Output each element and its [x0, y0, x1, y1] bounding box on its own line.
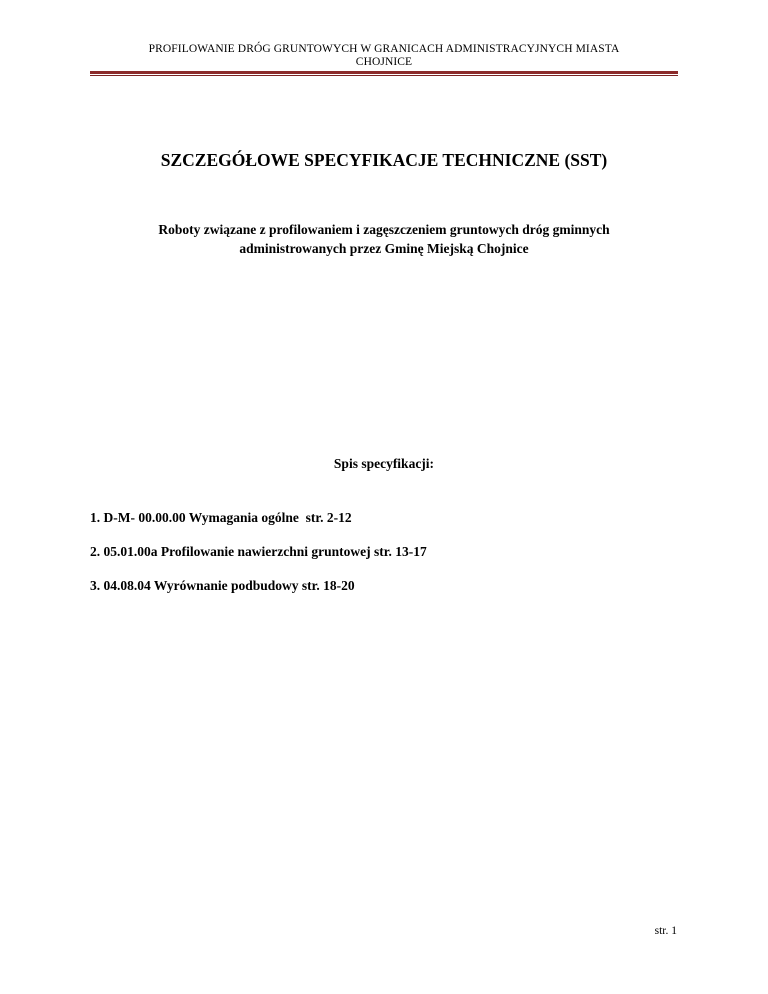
toc-heading: Spis specyfikacji: [333, 456, 435, 471]
running-header [90, 43, 678, 69]
toc-list [90, 509, 678, 611]
subtitle-line-1: Roboty związane z profilowaniem i zagęszczeniem gruntowych dróg gminnych [158, 222, 610, 237]
header-rule-thin [90, 75, 678, 76]
running-header-line-1: PROFILOWANIE DRÓG GRUNTOWYCH W GRANICACH ADMINISTRACYJNYCH MIASTA [148, 43, 620, 55]
toc-item-1: 1. D-M- 00.00.00 Wymagania ogólne str. 2-12 [90, 510, 352, 525]
running-header-line-2: CHOJNICE [355, 56, 413, 68]
document-subtitle [90, 220, 678, 258]
toc-item-3: 3. 04.08.04 Wyrównanie podbudowy str. 18-20 [90, 578, 355, 593]
page-number: str. 1 [654, 925, 677, 937]
toc-item-2: 2. 05.01.00a Profilowanie nawierzchni gruntowej str. 13-17 [90, 544, 427, 559]
header-rule-thick [90, 71, 678, 74]
document-title: SZCZEGÓŁOWE SPECYFIKACJE TECHNICZNE (SST) [160, 150, 608, 170]
subtitle-line-2: administrowanych przez Gminę Miejską Chojnice [239, 241, 529, 256]
